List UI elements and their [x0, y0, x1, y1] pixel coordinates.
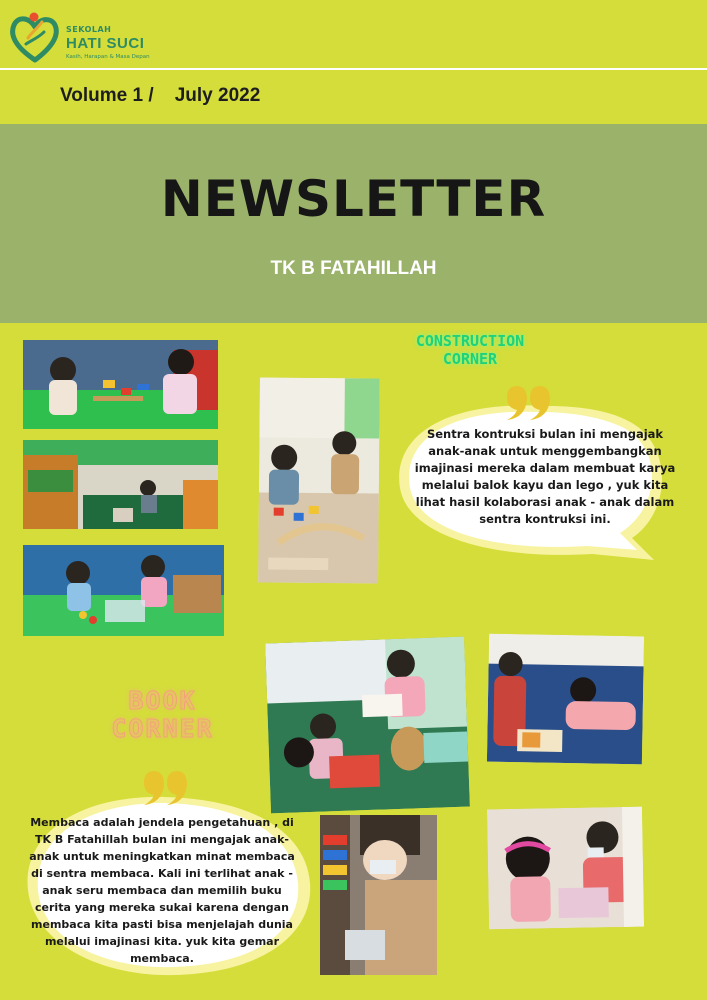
book-photo-3 [320, 815, 437, 975]
book-photo-4 [487, 807, 644, 930]
header-divider [0, 68, 707, 70]
logo-tagline: Kasih, Harapan & Masa Depan [66, 54, 150, 60]
construction-photo-3 [23, 545, 224, 636]
construction-corner-text: Sentra kontruksi bulan ini mengajak anak-anak untuk menggembangkan imajinasi mereka dalam membuat karya melalui balok kayu dan lego , yuk kita lihat hasil kolaborasi anak - anak dalam sentra kontruksi ini. [414, 427, 676, 526]
book-corner-text: Membaca adalah jendela pengetahuan , di TK B Fatahillah bulan ini mengajak anak-anak untuk meningkatkan minat membaca di sentra membaca. Kali ini terlihat anak -anak seru membaca dan memilih buku cerita yang mereka sukai karena dengan membaca kita pasti bisa menjelajah dunia melalui imajinasi kita. yuk kita gemar membaca. [29, 816, 295, 965]
newsletter-title: NEWSLETTER [160, 170, 547, 228]
construction-heading-line2: CORNER [442, 350, 498, 368]
newsletter-subtitle: TK B FATAHILLAH [270, 258, 437, 279]
book-photo-2 [487, 634, 644, 765]
book-corner-heading [80, 687, 245, 743]
construction-corner-heading [400, 332, 540, 368]
heart-logo-icon [8, 8, 62, 66]
logo-school-name: HATI SUCI [66, 35, 145, 52]
construction-photo-1 [23, 340, 218, 429]
book-heading-line1: BOOK [128, 686, 197, 715]
volume-date-line: Volume 1 / July 2022 [60, 85, 261, 106]
book-heading-line2: CORNER [111, 714, 214, 743]
construction-photo-2 [23, 440, 218, 529]
logo-school-label: SEKOLAH [66, 25, 112, 34]
construction-photo-4 [258, 377, 380, 583]
construction-heading-line1: CONSTRUCTION [415, 332, 525, 350]
